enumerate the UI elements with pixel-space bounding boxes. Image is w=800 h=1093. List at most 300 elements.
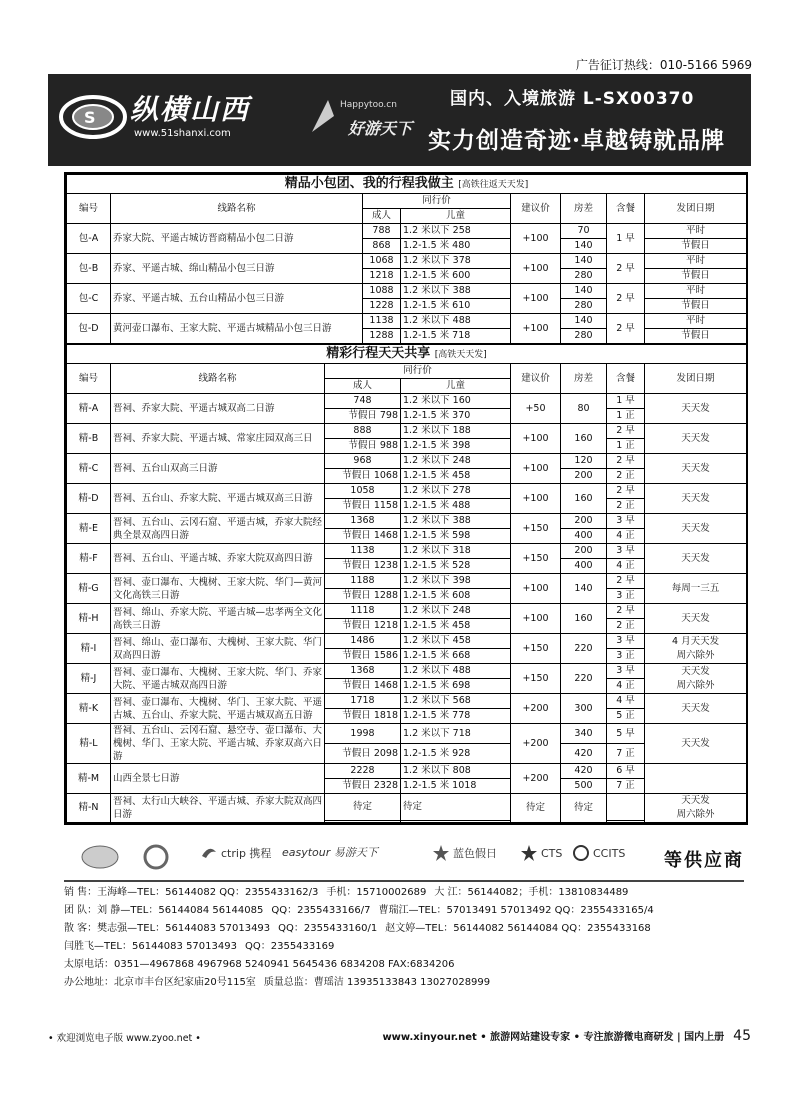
svg-text:S: S (84, 108, 96, 127)
room-diff: 500 (561, 779, 607, 794)
suggest-price: +50 (511, 394, 561, 424)
room-diff: 340 (561, 724, 607, 744)
route-code: 精-L (67, 724, 111, 764)
depart-date: 天天发 (645, 484, 747, 514)
route-name: 晋祠、太行山大峡谷、平遥古城、乔家大院双高四日游 (111, 794, 325, 823)
table-row (67, 424, 747, 439)
adult-price (325, 821, 401, 823)
route-name: 晋祠、五台山、乔家大院、平遥古城双高三日游 (111, 484, 325, 514)
suggest-price: +200 (511, 764, 561, 794)
partner-url: Happytoo.cn (340, 100, 397, 110)
col-code: 编号 (67, 364, 111, 394)
table-row (67, 574, 747, 589)
col-child: 儿童 (401, 209, 511, 224)
suggest-price: +100 (511, 224, 561, 254)
suggest-price: +100 (511, 314, 561, 344)
banner-subtitle: 国内、入境旅游 L-SX00370 (450, 89, 695, 109)
col-suggest: 建议价 (511, 194, 561, 224)
footer-right-text: www.xinyour.net • 旅游网站建设专家 • 专注旅游微电商研发 | 国内上册 (382, 1032, 725, 1043)
depart-date (645, 764, 747, 794)
child-price: 1.2 米以下 398 (401, 574, 511, 589)
logo-text-cts: CTS (541, 846, 563, 860)
room-diff: 220 (561, 664, 607, 694)
contact-segment: 团 队：刘 静—TEL：56144084 56144085 (64, 905, 264, 916)
adult-price: 748 (325, 394, 401, 409)
page-number: 45 (733, 1028, 751, 1044)
adult-price: 节假日 798 (325, 409, 401, 424)
table-row (67, 694, 747, 709)
table-row (67, 514, 747, 529)
meal (607, 794, 645, 821)
room-diff: 300 (561, 694, 607, 724)
col-room: 房差 (561, 194, 607, 224)
col-meal: 含餐 (607, 194, 645, 224)
child-price: 1.2 米以下 718 (401, 724, 511, 744)
logo-text-bluehoriday: 蓝色假日 (453, 847, 497, 860)
adult-price: 1368 (325, 514, 401, 529)
footer-left: • 欢迎浏览电子版 www.zyoo.net • (48, 1033, 201, 1044)
room-diff: 70 (561, 224, 607, 239)
child-price: 1.2-1.5 米 928 (401, 744, 511, 764)
meal: 1 早 (607, 394, 645, 409)
brand-name: 纵横山西 (130, 93, 251, 126)
meal: 5 正 (607, 709, 645, 724)
route-name: 晋祠、壶口瀑布、大槐树、王家大院、华门—黄河文化高铁三日游 (111, 574, 325, 604)
col-route: 线路名称 (111, 364, 325, 394)
meal: 2 早 (607, 424, 645, 439)
child-price: 1.2 米以下 278 (401, 484, 511, 499)
room-diff: 120 (561, 454, 607, 469)
room-diff: 待定 (561, 794, 607, 823)
section2-rows (67, 394, 747, 823)
table-row (67, 284, 747, 299)
depart-date: 节假日 (645, 299, 747, 314)
meal: 1 正 (607, 409, 645, 424)
depart-date: 天天发 周六除外 (645, 794, 747, 823)
suggest-price: +100 (511, 284, 561, 314)
partner-logos-bar (64, 836, 744, 882)
footer-right (382, 1028, 751, 1044)
child-price: 1.2-1.5 米 778 (401, 709, 511, 724)
room-diff: 160 (561, 484, 607, 514)
route-name: 晋祠、五台山、云冈石窟、悬空寺、壶口瀑布、大槐树、华门、王家大院、平遥古城、乔家双高六日游 (111, 724, 325, 764)
route-code: 精-H (67, 604, 111, 634)
meal: 1 正 (607, 439, 645, 454)
room-diff: 140 (561, 254, 607, 269)
child-price: 1.2 米以下 488 (401, 664, 511, 679)
contact-line (64, 938, 744, 956)
contact-segment: 手机：15710002689 (326, 887, 427, 898)
room-diff: 140 (561, 314, 607, 329)
contact-line (64, 884, 744, 902)
section1-table (66, 174, 747, 344)
partner-logo-ctrip (200, 844, 271, 862)
table-row (67, 484, 747, 499)
adult-price: 1998 (325, 724, 401, 744)
child-price: 1.2 米以下 488 (401, 314, 511, 329)
route-code: 精-M (67, 764, 111, 794)
route-code: 精-F (67, 544, 111, 574)
child-price: 待定 (401, 794, 511, 821)
suggest-price: +100 (511, 454, 561, 484)
meal: 3 早 (607, 514, 645, 529)
route-code: 精-J (67, 664, 111, 694)
col-code: 编号 (67, 194, 111, 224)
circle-logo-icon (136, 844, 176, 870)
route-name: 晋祠、乔家大院、平遥古城双高二日游 (111, 394, 325, 424)
meal: 2 早 (607, 574, 645, 589)
meal: 2 正 (607, 619, 645, 634)
child-price: 1.2-1.5 米 598 (401, 529, 511, 544)
section2-title: 精彩行程天天共享 [高铁天天发] (67, 345, 747, 364)
adult-price: 节假日 1238 (325, 559, 401, 574)
child-price: 1.2 米以下 248 (401, 604, 511, 619)
brand-swirl-logo (58, 86, 128, 148)
depart-date: 每周一三五 (645, 574, 747, 604)
suggest-price: +100 (511, 254, 561, 284)
child-price: 1.2-1.5 米 458 (401, 619, 511, 634)
suggest-price: +150 (511, 544, 561, 574)
child-price: 1.2 米以下 568 (401, 694, 511, 709)
adult-price: 1218 (363, 269, 401, 284)
depart-date: 天天发 (645, 694, 747, 724)
dolphin-icon (200, 844, 218, 862)
route-code: 精-N (67, 794, 111, 823)
suggest-price: +150 (511, 664, 561, 694)
route-name: 晋祠、绵山、壶口瀑布、大槐树、王家大院、华门双高四日游 (111, 634, 325, 664)
child-price: 1.2-1.5 米 398 (401, 439, 511, 454)
contact-segment: 销 售：王海峰—TEL：56144082 QQ：2355433162/3 (64, 887, 319, 898)
route-code: 精-K (67, 694, 111, 724)
contact-segment: 质量总监：曹瑶洁 13935133843 13027028999 (263, 977, 491, 988)
adult-price: 1058 (325, 484, 401, 499)
route-name: 晋祠、壶口瀑布、大槐树、王家大院、华门、乔家大院、平遥古城双高四日游 (111, 664, 325, 694)
depart-date: 节假日 (645, 239, 747, 254)
room-diff: 200 (561, 514, 607, 529)
adult-price: 1486 (325, 634, 401, 649)
child-price: 1.2-1.5 米 480 (401, 239, 511, 254)
table-row (67, 604, 747, 619)
room-diff: 200 (561, 469, 607, 484)
partner-name: 好游天下 (348, 119, 413, 138)
child-price: 1.2-1.5 米 718 (401, 329, 511, 344)
table-row (67, 254, 747, 269)
supplier-label: 等供应商 (664, 850, 744, 871)
depart-date: 平时 (645, 254, 747, 269)
room-diff: 280 (561, 299, 607, 314)
star-icon (520, 844, 538, 862)
table-row (67, 794, 747, 821)
meal: 2 早 (607, 604, 645, 619)
depart-date: 节假日 (645, 329, 747, 344)
adult-price: 1718 (325, 694, 401, 709)
route-code: 精-G (67, 574, 111, 604)
room-diff: 160 (561, 424, 607, 454)
route-code: 精-A (67, 394, 111, 424)
star-icon (432, 844, 450, 862)
child-price: 1.2-1.5 米 488 (401, 499, 511, 514)
route-name: 黄河壶口瀑布、王家大院、平遥古城精品小包三日游 (111, 314, 363, 344)
adult-price: 1118 (325, 604, 401, 619)
meal: 3 正 (607, 649, 645, 664)
logo-text-ctrip: ctrip 携程 (221, 847, 272, 860)
child-price: 1.2-1.5 米 1018 (401, 779, 511, 794)
meal: 3 正 (607, 589, 645, 604)
table-row (67, 314, 747, 329)
table-row (67, 724, 747, 744)
contact-segment: 办公地址：北京市丰台区纪家庙20号115室 (64, 977, 256, 988)
partner-logo-2 (136, 844, 179, 870)
meal: 4 正 (607, 559, 645, 574)
meal: 2 正 (607, 499, 645, 514)
contact-segment: QQ：2355433166/7 (271, 905, 371, 916)
adult-price: 968 (325, 454, 401, 469)
depart-date: 节假日 (645, 269, 747, 284)
adult-price: 1288 (363, 329, 401, 344)
adult-price: 1138 (325, 544, 401, 559)
route-name: 山西全景七日游 (111, 764, 325, 794)
ad-hotline: 广告征订热线：010-5166 5969 (575, 58, 752, 72)
meal (607, 821, 645, 823)
child-price: 1.2 米以下 388 (401, 284, 511, 299)
col-depart: 发团日期 (645, 364, 747, 394)
adult-price: 节假日 2328 (325, 779, 401, 794)
logo-text-ccits: CCITS (593, 846, 626, 860)
contact-segment: 太原电话：0351—4967868 4967968 5240941 5645436 6834208 FAX:6834206 (64, 959, 455, 970)
room-diff: 420 (561, 744, 607, 764)
contact-segment: QQ：2355433169 (244, 941, 335, 952)
suggest-price: 待定 (511, 794, 561, 823)
section2-table (66, 344, 747, 823)
meal: 7 正 (607, 779, 645, 794)
route-code: 包-D (67, 314, 111, 344)
partner-logo-cts (520, 844, 562, 862)
brand-url: www.51shanxi.com (134, 128, 231, 139)
meal: 2 早 (607, 314, 645, 344)
child-price: 1.2 米以下 258 (401, 224, 511, 239)
route-name: 晋祠、绵山、乔家大院、平遥古城—忠孝两全文化高铁三日游 (111, 604, 325, 634)
globe-icon (80, 844, 120, 870)
room-diff: 280 (561, 269, 607, 284)
route-code: 精-C (67, 454, 111, 484)
child-price: 1.2-1.5 米 698 (401, 679, 511, 694)
contact-line (64, 920, 744, 938)
table-row (67, 664, 747, 679)
logo-text-easytour: easytour 易游天下 (282, 846, 378, 859)
meal: 4 正 (607, 529, 645, 544)
child-price: 1.2-1.5 米 370 (401, 409, 511, 424)
child-price: 1.2-1.5 米 610 (401, 299, 511, 314)
adult-price: 节假日 1218 (325, 619, 401, 634)
header-banner (48, 74, 751, 166)
contact-line (64, 902, 744, 920)
adult-price: 节假日 1468 (325, 679, 401, 694)
col-adult: 成人 (325, 379, 401, 394)
adult-price: 868 (363, 239, 401, 254)
route-code: 包-A (67, 224, 111, 254)
suggest-price: +100 (511, 574, 561, 604)
contact-segment: 闫胜飞—TEL：56144083 57013493 (64, 941, 237, 952)
adult-price: 节假日 2098 (325, 744, 401, 764)
depart-date: 4 月天天发 周六除外 (645, 634, 747, 664)
col-meal: 含餐 (607, 364, 645, 394)
child-price: 1.2 米以下 808 (401, 764, 511, 779)
adult-price: 1188 (325, 574, 401, 589)
adult-price: 节假日 988 (325, 439, 401, 454)
room-diff: 140 (561, 239, 607, 254)
contact-line (64, 974, 744, 992)
depart-date: 平时 (645, 314, 747, 329)
child-price: 1.2 米以下 188 (401, 424, 511, 439)
depart-date: 天天发 (645, 724, 747, 764)
contact-segment: 散 客：樊志强—TEL：56144083 57013493 (64, 923, 271, 934)
route-code: 包-B (67, 254, 111, 284)
adult-price: 888 (325, 424, 401, 439)
contact-segment: 大 江：56144082；手机：13810834489 (434, 887, 629, 898)
route-name: 乔家大院、平遥古城访晋商精品小包二日游 (111, 224, 363, 254)
route-code: 精-B (67, 424, 111, 454)
suggest-price: +100 (511, 484, 561, 514)
contact-line (64, 956, 744, 974)
adult-price: 1088 (363, 284, 401, 299)
child-price: 1.2 米以下 458 (401, 634, 511, 649)
room-diff: 160 (561, 604, 607, 634)
child-price: 1.2 米以下 248 (401, 454, 511, 469)
route-name: 乔家、平遥古城、五台山精品小包三日游 (111, 284, 363, 314)
partner-logo-1 (80, 844, 123, 870)
meal: 5 早 (607, 724, 645, 744)
meal: 7 正 (607, 744, 645, 764)
suggest-price: +150 (511, 514, 561, 544)
child-price: 1.2 米以下 378 (401, 254, 511, 269)
meal: 2 早 (607, 484, 645, 499)
adult-price: 节假日 1586 (325, 649, 401, 664)
child-price: 1.2-1.5 米 600 (401, 269, 511, 284)
depart-date: 天天发 (645, 424, 747, 454)
child-price: 1.2-1.5 米 668 (401, 649, 511, 664)
col-child: 儿童 (401, 379, 511, 394)
child-price: 1.2 米以下 318 (401, 544, 511, 559)
child-price: 1.2 米以下 160 (401, 394, 511, 409)
col-peer: 同行价 (363, 194, 511, 209)
partner-logo-easytour (282, 844, 378, 860)
adult-price: 788 (363, 224, 401, 239)
room-diff: 280 (561, 329, 607, 344)
depart-date: 平时 (645, 224, 747, 239)
table-row (67, 454, 747, 469)
table-row (67, 224, 747, 239)
child-price: 1.2-1.5 米 458 (401, 469, 511, 484)
child-price: 1.2-1.5 米 608 (401, 589, 511, 604)
col-route: 线路名称 (111, 194, 363, 224)
adult-price: 1068 (363, 254, 401, 269)
contact-segment: QQ：2355433160/1 (278, 923, 378, 934)
col-depart: 发团日期 (645, 194, 747, 224)
room-diff: 220 (561, 634, 607, 664)
room-diff: 200 (561, 544, 607, 559)
meal: 2 早 (607, 254, 645, 284)
room-diff: 400 (561, 529, 607, 544)
meal: 3 早 (607, 634, 645, 649)
room-diff: 80 (561, 394, 607, 424)
section1-rows (67, 224, 747, 344)
route-code: 精-E (67, 514, 111, 544)
adult-price: 1228 (363, 299, 401, 314)
ring-icon (572, 844, 590, 862)
table-row (67, 764, 747, 779)
child-price (401, 821, 511, 823)
route-code: 包-C (67, 284, 111, 314)
route-name: 乔家、平遥古城、绵山精品小包三日游 (111, 254, 363, 284)
depart-date: 天天发 周六除外 (645, 664, 747, 694)
room-diff: 420 (561, 764, 607, 779)
meal: 2 早 (607, 454, 645, 469)
route-name: 晋祠、壶口瀑布、大槐树、华门、王家大院、平遥古城、五台山、乔家大院、平遥古城双高五日游 (111, 694, 325, 724)
adult-price: 节假日 1158 (325, 499, 401, 514)
depart-date: 天天发 (645, 514, 747, 544)
table-row (67, 394, 747, 409)
child-price: 1.2 米以下 388 (401, 514, 511, 529)
depart-date: 天天发 (645, 454, 747, 484)
depart-date: 天天发 (645, 544, 747, 574)
depart-date: 天天发 (645, 604, 747, 634)
route-code: 精-D (67, 484, 111, 514)
depart-date: 平时 (645, 284, 747, 299)
route-name: 晋祠、五台山、云冈石窟、平遥古城，乔家大院经典全景双高四日游 (111, 514, 325, 544)
adult-price: 1368 (325, 664, 401, 679)
col-room: 房差 (561, 364, 607, 394)
room-diff: 140 (561, 284, 607, 299)
partner-logo-ccits (572, 844, 625, 862)
adult-price: 节假日 1068 (325, 469, 401, 484)
contact-segment: 曹瑞江—TEL：57013491 57013492 QQ：2355433165/4 (378, 905, 654, 916)
table-row (67, 634, 747, 649)
meal: 2 正 (607, 469, 645, 484)
section1-title: 精品小包团、我的行程我做主 [高铁往返天天发] (67, 175, 747, 194)
room-diff: 400 (561, 559, 607, 574)
meal: 3 早 (607, 544, 645, 559)
col-peer: 同行价 (325, 364, 511, 379)
adult-price: 待定 (325, 794, 401, 821)
suggest-price: +100 (511, 424, 561, 454)
suggest-price: +200 (511, 724, 561, 764)
adult-price: 节假日 1288 (325, 589, 401, 604)
meal: 2 早 (607, 284, 645, 314)
tour-price-table (64, 172, 748, 825)
col-suggest: 建议价 (511, 364, 561, 394)
contact-info (64, 884, 744, 992)
adult-price: 1138 (363, 314, 401, 329)
suggest-price: +200 (511, 694, 561, 724)
adult-price: 2228 (325, 764, 401, 779)
partner-logo-bluehoriday (432, 844, 497, 862)
child-price: 1.2-1.5 米 528 (401, 559, 511, 574)
meal: 1 早 (607, 224, 645, 254)
suggest-price: +150 (511, 634, 561, 664)
route-name: 晋祠、五台山、平遥古城、乔家大院双高四日游 (111, 544, 325, 574)
adult-price: 节假日 1468 (325, 529, 401, 544)
route-code: 精-I (67, 634, 111, 664)
meal: 4 正 (607, 679, 645, 694)
depart-date: 天天发 (645, 394, 747, 424)
contact-segment: 赵文婷—TEL：56144082 56144084 QQ：2355433168 (385, 923, 651, 934)
col-adult: 成人 (363, 209, 401, 224)
route-name: 晋祠、五台山双高三日游 (111, 454, 325, 484)
meal: 3 早 (607, 664, 645, 679)
banner-slogan: 实力创造奇迹·卓越铸就品牌 (428, 127, 726, 154)
room-diff: 140 (561, 574, 607, 604)
adult-price: 节假日 1818 (325, 709, 401, 724)
